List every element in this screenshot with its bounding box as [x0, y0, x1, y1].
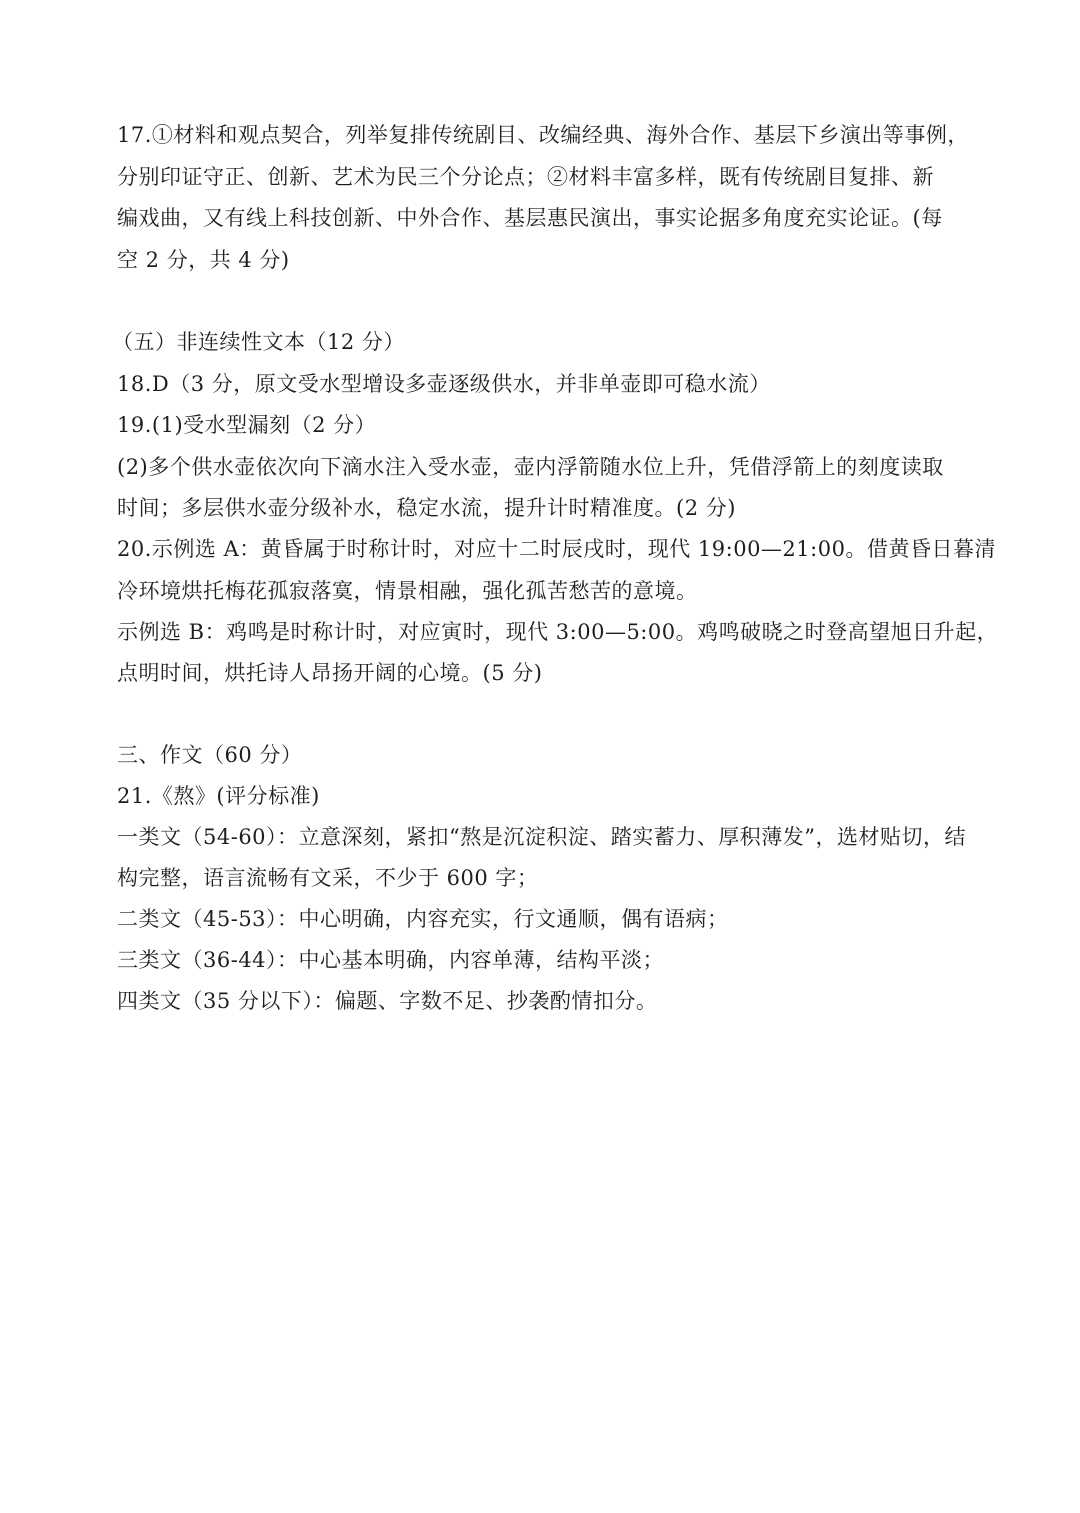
- q21-line-2: 一类文（54-60）：立意深刻，紧扣“熬是沉淀积淀、踏实蓄力、厚积薄发”，选材贴切，结: [117, 825, 967, 849]
- section-heading-3: 三、作文（60 分）: [117, 743, 303, 767]
- q19-line-1: 19.(1)受水型漏刻（2 分）: [117, 413, 377, 437]
- q17-line-3: 编戏曲，又有线上科技创新、中外合作、基层惠民演出，事实论据多角度充实论证。(每: [117, 206, 943, 230]
- q21-line-6: 四类文（35 分以下）：偏题、字数不足、抄袭酌情扣分。: [117, 989, 658, 1013]
- q17-line-2: 分别印证守正、创新、艺术为民三个分论点；②材料丰富多样，既有传统剧目复排、新: [117, 165, 934, 189]
- q20-line-3: 示例选 B：鸡鸣是时称计时，对应寅时，现代 3:00—5:00。鸡鸣破晓之时登高望旭日升起，: [117, 620, 999, 644]
- q20-line-1: 20.示例选 A：黄昏属于时称计时，对应十二时辰戌时，现代 19:00—21:00。借黄昏日暮清: [117, 537, 996, 561]
- q20-line-4: 点明时间，烘托诗人昂扬开阔的心境。(5 分): [117, 661, 543, 685]
- q20-line-2: 冷环境烘托梅花孤寂落寞，情景相融，强化孤苦愁苦的意境。: [117, 579, 698, 603]
- q17-line-1: 17.①材料和观点契合，列举复排传统剧目、改编经典、海外合作、基层下乡演出等事例，: [117, 123, 969, 147]
- q21-line-5: 三类文（36-44）：中心基本明确，内容单薄，结构平淡；: [117, 948, 665, 972]
- q18-line: 18.D（3 分，原文受水型增设多壶逐级供水，并非单壶即可稳水流）: [117, 372, 771, 396]
- q19-line-2: (2)多个供水壶依次向下滴水注入受水壶，壶内浮箭随水位上升，凭借浮箭上的刻度读取: [117, 455, 944, 479]
- q19-line-3: 时间；多层供水壶分级补水，稳定水流，提升计时精准度。(2 分): [117, 496, 736, 520]
- q17-line-4: 空 2 分，共 4 分): [117, 248, 290, 272]
- q21-line-4: 二类文（45-53）：中心明确，内容充实，行文通顺，偶有语病；: [117, 907, 729, 931]
- q21-line-1: 21.《熬》(评分标准): [117, 784, 320, 808]
- q21-line-3: 构完整，语言流畅有文采，不少于 600 字；: [117, 866, 539, 890]
- section-heading-5: （五）非连续性文本（12 分）: [112, 330, 405, 354]
